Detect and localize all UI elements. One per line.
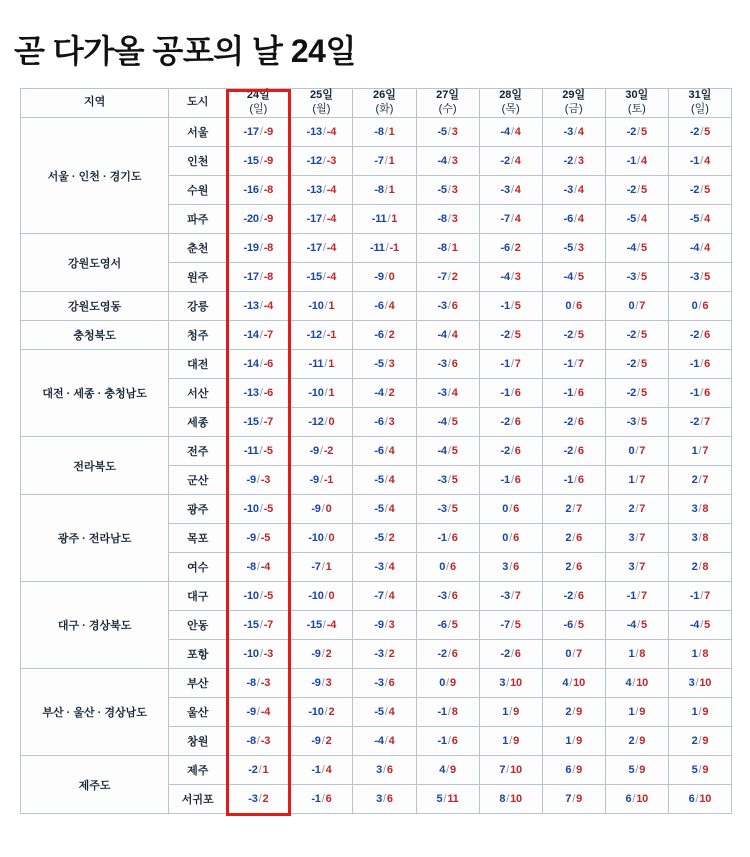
- temperature-cell: -4/4: [353, 727, 416, 756]
- temperature-cell: -17/-8: [227, 263, 290, 292]
- city-cell: 부산: [169, 669, 227, 698]
- temperature-cell: -9/-2: [290, 437, 353, 466]
- region-cell: 강원도영동: [21, 292, 169, 321]
- temperature-cell: -13/-4: [290, 176, 353, 205]
- temperature-cell: -2/6: [542, 582, 605, 611]
- temperature-cell: -1/4: [290, 756, 353, 785]
- temperature-cell: -4/4: [479, 118, 542, 147]
- temperature-cell: -3/4: [542, 176, 605, 205]
- temperature-cell: 1/9: [668, 698, 731, 727]
- column-header-day-27일: 27일 (수): [416, 89, 479, 118]
- temperature-cell: -1/8: [416, 698, 479, 727]
- city-cell: 안동: [169, 611, 227, 640]
- city-cell: 수원: [169, 176, 227, 205]
- temperature-cell: -6/2: [353, 321, 416, 350]
- temperature-cell: -17/-9: [227, 118, 290, 147]
- temperature-cell: -2/5: [542, 321, 605, 350]
- temperature-cell: 3/6: [353, 785, 416, 814]
- temperature-cell: -15/-7: [227, 611, 290, 640]
- column-header-day-28일: 28일 (목): [479, 89, 542, 118]
- temperature-cell: -13/-6: [227, 379, 290, 408]
- temperature-cell: 2/9: [605, 727, 668, 756]
- temperature-cell: -11/-5: [227, 437, 290, 466]
- temperature-cell: -7/4: [479, 205, 542, 234]
- temperature-cell: 1/7: [668, 437, 731, 466]
- temperature-cell: -3/7: [479, 582, 542, 611]
- temperature-cell: 3/8: [668, 495, 731, 524]
- header-row: [21, 89, 732, 118]
- temperature-cell: -9/2: [290, 727, 353, 756]
- temperature-cell: -7/5: [479, 611, 542, 640]
- temperature-cell: -9/2: [290, 640, 353, 669]
- temperature-cell: -2/5: [605, 321, 668, 350]
- temperature-cell: 3/10: [668, 669, 731, 698]
- table-row: [21, 437, 732, 466]
- temperature-cell: -13/-4: [227, 292, 290, 321]
- region-cell: 서울 · 인천 · 경기도: [21, 118, 169, 234]
- temperature-cell: -11/1: [353, 205, 416, 234]
- temperature-cell: -6/4: [353, 292, 416, 321]
- temperature-cell: 0/6: [542, 292, 605, 321]
- temperature-cell: -4/5: [416, 408, 479, 437]
- city-cell: 전주: [169, 437, 227, 466]
- temperature-cell: -10/-5: [227, 582, 290, 611]
- temperature-cell: -3/5: [605, 408, 668, 437]
- table-row: [21, 582, 732, 611]
- temperature-cell: -4/5: [605, 611, 668, 640]
- temperature-cell: -7/1: [353, 147, 416, 176]
- temperature-cell: -6/5: [416, 611, 479, 640]
- city-cell: 파주: [169, 205, 227, 234]
- temperature-cell: -5/4: [605, 205, 668, 234]
- city-cell: 청주: [169, 321, 227, 350]
- temperature-cell: 5/9: [605, 756, 668, 785]
- temperature-cell: -2/5: [668, 176, 731, 205]
- temperature-cell: -10/-5: [227, 495, 290, 524]
- temperature-cell: -1/6: [416, 524, 479, 553]
- temperature-cell: -9/3: [290, 669, 353, 698]
- temperature-cell: -20/-9: [227, 205, 290, 234]
- temperature-cell: -6/5: [542, 611, 605, 640]
- temperature-cell: -6/3: [353, 408, 416, 437]
- temperature-cell: 2/6: [542, 524, 605, 553]
- temperature-cell: -3/4: [479, 176, 542, 205]
- page-title: 곧 다가올 공포의 날 24일: [14, 33, 356, 69]
- temperature-cell: -2/5: [668, 118, 731, 147]
- temperature-cell: -2/5: [605, 379, 668, 408]
- temperature-cell: 6/9: [542, 756, 605, 785]
- temperature-cell: 7/10: [479, 756, 542, 785]
- temperature-cell: 4/9: [416, 756, 479, 785]
- table-header: [21, 89, 732, 118]
- temperature-cell: 1/8: [605, 640, 668, 669]
- city-cell: 목포: [169, 524, 227, 553]
- column-header-day-30일: 30일 (토): [605, 89, 668, 118]
- temperature-cell: -1/6: [479, 466, 542, 495]
- temperature-cell: -1/7: [542, 350, 605, 379]
- temperature-cell: -1/6: [416, 727, 479, 756]
- temperature-cell: -3/2: [227, 785, 290, 814]
- temperature-cell: -8/-3: [227, 669, 290, 698]
- temperature-cell: -5/2: [353, 524, 416, 553]
- temperature-cell: -1/7: [668, 582, 731, 611]
- temperature-cell: 2/8: [668, 553, 731, 582]
- temperature-cell: -2/6: [479, 437, 542, 466]
- temperature-cell: -5/4: [668, 205, 731, 234]
- temperature-cell: -7/1: [290, 553, 353, 582]
- column-header-day-24일: 24일 (일): [227, 89, 290, 118]
- region-cell: 광주 · 전라남도: [21, 495, 169, 582]
- temperature-cell: -8/-4: [227, 553, 290, 582]
- temperature-cell: 1/8: [668, 640, 731, 669]
- temperature-cell: -2/4: [479, 147, 542, 176]
- temperature-cell: -4/3: [479, 263, 542, 292]
- table-row: [21, 756, 732, 785]
- region-cell: 대구 · 경상북도: [21, 582, 169, 669]
- temperature-cell: -1/6: [668, 350, 731, 379]
- temperature-cell: -10/2: [290, 698, 353, 727]
- temperature-cell: 2/9: [542, 698, 605, 727]
- temperature-cell: -17/-4: [290, 205, 353, 234]
- temperature-cell: -1/5: [479, 292, 542, 321]
- temperature-cell: -3/6: [353, 669, 416, 698]
- temperature-cell: 0/6: [479, 495, 542, 524]
- temperature-cell: -9/0: [290, 495, 353, 524]
- region-cell: 전라북도: [21, 437, 169, 495]
- temperature-cell: -11/1: [290, 350, 353, 379]
- city-cell: 군산: [169, 466, 227, 495]
- column-header-city: 도시: [169, 89, 227, 118]
- column-header-day-31일: 31일 (일): [668, 89, 731, 118]
- temperature-cell: 0/7: [605, 292, 668, 321]
- temperature-cell: -3/6: [416, 582, 479, 611]
- temperature-cell: -3/5: [416, 466, 479, 495]
- temperature-cell: -2/6: [542, 408, 605, 437]
- temperature-cell: 3/6: [479, 553, 542, 582]
- temperature-cell: -2/7: [668, 408, 731, 437]
- city-cell: 세종: [169, 408, 227, 437]
- temperature-cell: -2/5: [605, 350, 668, 379]
- temperature-cell: 1/9: [605, 698, 668, 727]
- temperature-cell: -13/-4: [290, 118, 353, 147]
- temperature-cell: 5/9: [668, 756, 731, 785]
- temperature-cell: -10/1: [290, 379, 353, 408]
- region-cell: 강원도영서: [21, 234, 169, 292]
- forecast-table-wrap: [20, 88, 732, 814]
- temperature-cell: 7/9: [542, 785, 605, 814]
- temperature-cell: -9/3: [353, 611, 416, 640]
- table-row: [21, 118, 732, 147]
- temperature-cell: 0/6: [416, 553, 479, 582]
- temperature-cell: -1/6: [668, 379, 731, 408]
- temperature-cell: -4/4: [416, 321, 479, 350]
- temperature-cell: -3/6: [416, 350, 479, 379]
- table-body: [21, 118, 732, 814]
- temperature-cell: -2/5: [605, 176, 668, 205]
- city-cell: 포항: [169, 640, 227, 669]
- temperature-cell: -3/2: [353, 640, 416, 669]
- city-cell: 대전: [169, 350, 227, 379]
- temperature-cell: -7/4: [353, 582, 416, 611]
- temperature-cell: -9/-4: [227, 698, 290, 727]
- region-cell: 부산 · 울산 · 경상남도: [21, 669, 169, 756]
- temperature-cell: 3/7: [605, 524, 668, 553]
- temperature-cell: -4/5: [416, 437, 479, 466]
- region-cell: 대전 · 세종 · 충청남도: [21, 350, 169, 437]
- temperature-cell: -8/3: [416, 205, 479, 234]
- temperature-cell: 6/10: [668, 785, 731, 814]
- temperature-cell: -4/5: [542, 263, 605, 292]
- temperature-cell: -12/-3: [290, 147, 353, 176]
- temperature-cell: 0/9: [416, 669, 479, 698]
- temperature-cell: -3/4: [542, 118, 605, 147]
- temperature-cell: 1/9: [542, 727, 605, 756]
- temperature-cell: -8/1: [353, 176, 416, 205]
- temperature-cell: 3/10: [479, 669, 542, 698]
- temperature-cell: 1/9: [479, 727, 542, 756]
- temperature-cell: 0/7: [605, 437, 668, 466]
- temperature-cell: 6/10: [605, 785, 668, 814]
- temperature-cell: 3/8: [668, 524, 731, 553]
- temperature-cell: -6/4: [542, 205, 605, 234]
- temperature-cell: -3/5: [605, 263, 668, 292]
- temperature-cell: -9/-5: [227, 524, 290, 553]
- forecast-table: [20, 88, 732, 814]
- temperature-cell: 5/11: [416, 785, 479, 814]
- city-cell: 울산: [169, 698, 227, 727]
- temperature-cell: -2/6: [479, 640, 542, 669]
- city-cell: 원주: [169, 263, 227, 292]
- temperature-cell: 1/9: [479, 698, 542, 727]
- column-header-day-25일: 25일 (월): [290, 89, 353, 118]
- temperature-cell: 3/6: [353, 756, 416, 785]
- temperature-cell: -3/6: [416, 292, 479, 321]
- temperature-cell: -14/-6: [227, 350, 290, 379]
- temperature-cell: -2/1: [227, 756, 290, 785]
- temperature-cell: -17/-4: [290, 234, 353, 263]
- temperature-cell: -10/0: [290, 582, 353, 611]
- temperature-cell: -8/1: [416, 234, 479, 263]
- temperature-cell: -10/1: [290, 292, 353, 321]
- temperature-cell: -11/-1: [353, 234, 416, 263]
- temperature-cell: -3/5: [668, 263, 731, 292]
- temperature-cell: -15/-4: [290, 263, 353, 292]
- temperature-cell: -5/4: [353, 495, 416, 524]
- temperature-cell: -9/0: [353, 263, 416, 292]
- city-cell: 창원: [169, 727, 227, 756]
- temperature-cell: 4/10: [542, 669, 605, 698]
- temperature-cell: -2/6: [542, 437, 605, 466]
- temperature-cell: -7/2: [416, 263, 479, 292]
- temperature-cell: -15/-7: [227, 408, 290, 437]
- temperature-cell: -4/2: [353, 379, 416, 408]
- temperature-cell: -6/4: [353, 437, 416, 466]
- temperature-cell: -2/3: [542, 147, 605, 176]
- temperature-cell: 2/7: [542, 495, 605, 524]
- temperature-cell: -12/-1: [290, 321, 353, 350]
- temperature-cell: -5/4: [353, 466, 416, 495]
- temperature-cell: -1/6: [479, 379, 542, 408]
- city-cell: 인천: [169, 147, 227, 176]
- table-row: [21, 234, 732, 263]
- temperature-cell: -3/4: [416, 379, 479, 408]
- temperature-cell: -5/3: [542, 234, 605, 263]
- temperature-cell: -4/5: [605, 234, 668, 263]
- temperature-cell: -1/7: [479, 350, 542, 379]
- city-cell: 강릉: [169, 292, 227, 321]
- temperature-cell: -15/-4: [290, 611, 353, 640]
- temperature-cell: -2/6: [479, 408, 542, 437]
- table-row: [21, 350, 732, 379]
- temperature-cell: -1/4: [668, 147, 731, 176]
- city-cell: 대구: [169, 582, 227, 611]
- table-row: [21, 292, 732, 321]
- region-cell: 제주도: [21, 756, 169, 814]
- temperature-cell: -10/-3: [227, 640, 290, 669]
- temperature-cell: -6/2: [479, 234, 542, 263]
- temperature-cell: -1/6: [290, 785, 353, 814]
- temperature-cell: -3/5: [416, 495, 479, 524]
- temperature-cell: -3/4: [353, 553, 416, 582]
- temperature-cell: 3/7: [605, 553, 668, 582]
- temperature-cell: -5/3: [416, 118, 479, 147]
- temperature-cell: -8/1: [353, 118, 416, 147]
- region-cell: 충청북도: [21, 321, 169, 350]
- city-cell: 여수: [169, 553, 227, 582]
- temperature-cell: 0/7: [542, 640, 605, 669]
- temperature-cell: -5/3: [353, 350, 416, 379]
- temperature-cell: -1/4: [605, 147, 668, 176]
- temperature-cell: -1/7: [605, 582, 668, 611]
- temperature-cell: -9/-1: [290, 466, 353, 495]
- column-header-day-29일: 29일 (금): [542, 89, 605, 118]
- temperature-cell: -15/-9: [227, 147, 290, 176]
- temperature-cell: -4/3: [416, 147, 479, 176]
- temperature-cell: -5/4: [353, 698, 416, 727]
- temperature-cell: 2/6: [542, 553, 605, 582]
- city-cell: 제주: [169, 756, 227, 785]
- temperature-cell: -5/3: [416, 176, 479, 205]
- temperature-cell: 2/9: [668, 727, 731, 756]
- temperature-cell: 1/7: [605, 466, 668, 495]
- temperature-cell: -1/6: [542, 466, 605, 495]
- temperature-cell: -2/6: [668, 321, 731, 350]
- table-row: [21, 321, 732, 350]
- temperature-cell: -4/4: [668, 234, 731, 263]
- temperature-cell: 4/10: [605, 669, 668, 698]
- city-cell: 서산: [169, 379, 227, 408]
- city-cell: 서귀포: [169, 785, 227, 814]
- city-cell: 춘천: [169, 234, 227, 263]
- temperature-cell: 0/6: [479, 524, 542, 553]
- temperature-cell: 8/10: [479, 785, 542, 814]
- temperature-cell: 2/7: [605, 495, 668, 524]
- column-header-day-26일: 26일 (화): [353, 89, 416, 118]
- temperature-cell: -16/-8: [227, 176, 290, 205]
- temperature-cell: -14/-7: [227, 321, 290, 350]
- temperature-cell: -9/-3: [227, 466, 290, 495]
- city-cell: 광주: [169, 495, 227, 524]
- temperature-cell: -1/6: [542, 379, 605, 408]
- temperature-cell: 2/7: [668, 466, 731, 495]
- temperature-cell: -19/-8: [227, 234, 290, 263]
- temperature-cell: -12/0: [290, 408, 353, 437]
- column-header-region: 지역: [21, 89, 169, 118]
- temperature-cell: -2/6: [416, 640, 479, 669]
- temperature-cell: 0/6: [668, 292, 731, 321]
- city-cell: 서울: [169, 118, 227, 147]
- temperature-cell: -2/5: [479, 321, 542, 350]
- temperature-cell: -8/-3: [227, 727, 290, 756]
- temperature-cell: -10/0: [290, 524, 353, 553]
- temperature-cell: -4/5: [668, 611, 731, 640]
- temperature-cell: -2/5: [605, 118, 668, 147]
- table-row: [21, 495, 732, 524]
- table-row: [21, 669, 732, 698]
